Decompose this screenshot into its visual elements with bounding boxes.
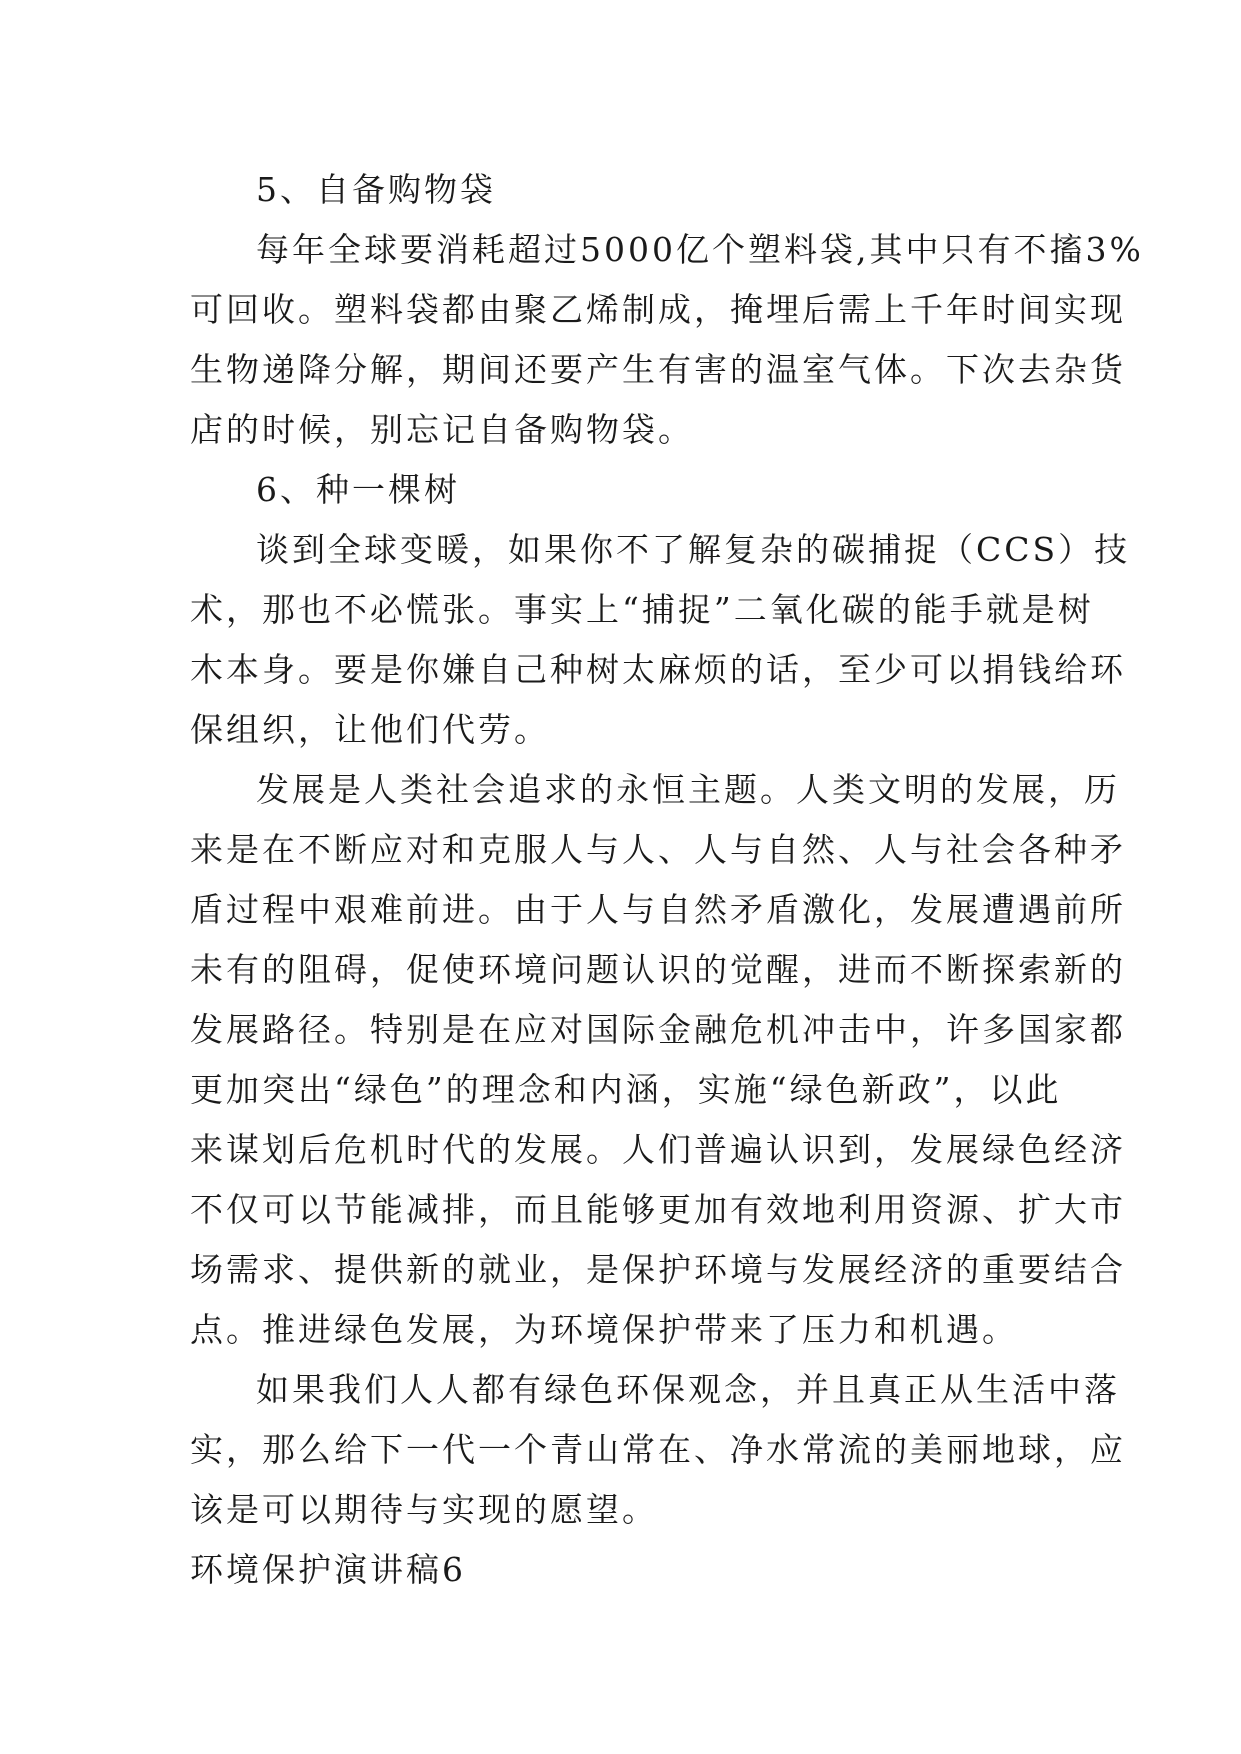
- text-line: 发展是人类社会追求的永恒主题。人类文明的发展，历: [256, 770, 1120, 809]
- text-line: 不仅可以节能减排，而且能够更加有效地利用资源、扩大市: [190, 1190, 1126, 1229]
- text-line: 保组织，让他们代劳。: [190, 710, 550, 749]
- text-line: 术，那也不必慌张。事实上“捕捉”二氧化碳的能手就是树: [190, 590, 1094, 629]
- text-line: 更加突出“绿色”的理念和内涵，实施“绿色新政”，以此: [190, 1070, 1062, 1109]
- text-line: 发展路径。特别是在应对国际金融危机冲击中，许多国家都: [190, 1010, 1126, 1049]
- text-line: 来谋划后危机时代的发展。人们普遍认识到，发展绿色经济: [190, 1130, 1126, 1169]
- text-line: 每年全球要消耗超过5000亿个塑料袋,其中只有不搐3%: [256, 230, 1144, 269]
- text-line: 谈到全球变暖，如果你不了解复杂的碳捕捉（CCS）技: [256, 530, 1131, 569]
- section-heading: 环境保护演讲稿6: [190, 1550, 466, 1589]
- text-line: 点。推进绿色发展，为环境保护带来了压力和机遇。: [190, 1310, 1018, 1349]
- text-line: 生物递降分解，期间还要产生有害的温室气体。下次去杂货: [190, 350, 1126, 389]
- text-line: 木本身。要是你嫌自己种树太麻烦的话，至少可以捐钱给环: [190, 650, 1126, 689]
- text-line: 未有的阻碍，促使环境问题认识的觉醒，进而不断探索新的: [190, 950, 1126, 989]
- text-line: 如果我们人人都有绿色环保观念，并且真正从生活中落: [256, 1370, 1120, 1409]
- text-line: 场需求、提供新的就业，是保护环境与发展经济的重要结合: [190, 1250, 1126, 1289]
- text-line: 可回收。塑料袋都由聚乙烯制成，掩埋后需上千年时间实现: [190, 290, 1126, 329]
- text-line: 店的时候，别忘记自备购物袋。: [190, 410, 694, 449]
- text-line: 5、自备购物袋: [256, 170, 496, 209]
- document-body: [190, 160, 1144, 1600]
- text-line: 盾过程中艰难前进。由于人与自然矛盾激化，发展遭遇前所: [190, 890, 1126, 929]
- text-line: 6、种一棵树: [256, 470, 460, 509]
- text-line: 来是在不断应对和克服人与人、人与自然、人与社会各种矛: [190, 830, 1126, 869]
- text-line: 实，那么给下一代一个青山常在、净水常流的美丽地球，应: [190, 1430, 1126, 1469]
- text-line: 该是可以期待与实现的愿望。: [190, 1490, 658, 1529]
